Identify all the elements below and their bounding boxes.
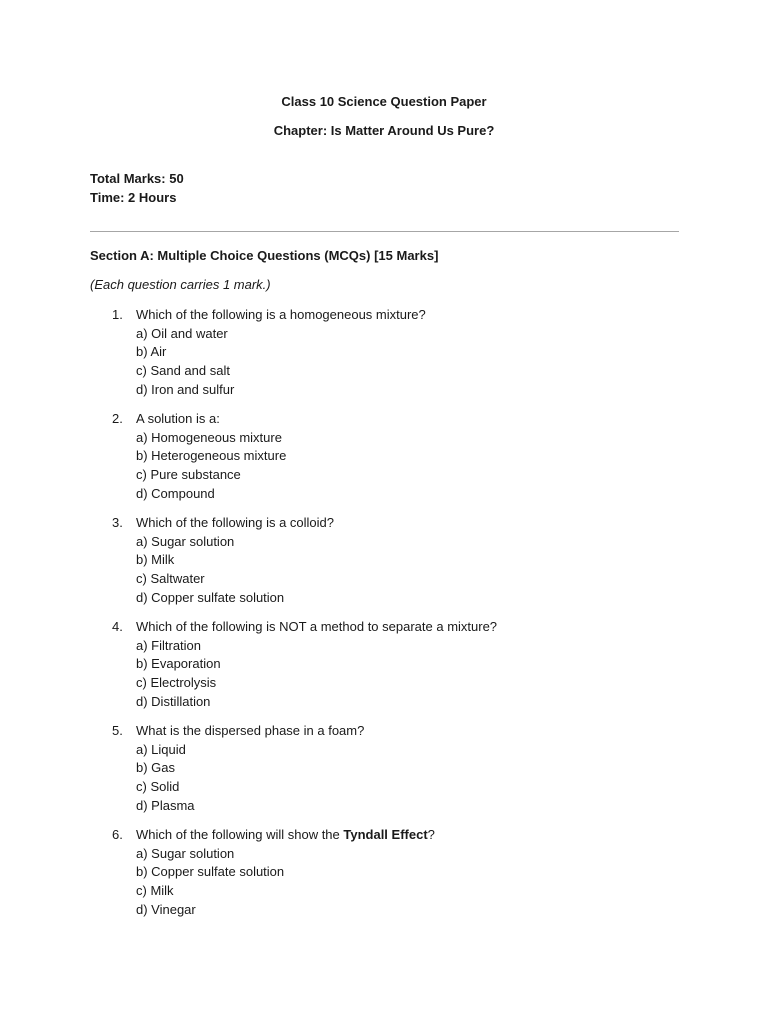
option-a: a) Sugar solution xyxy=(136,533,235,549)
question-number: 5. xyxy=(112,723,123,738)
option-c: c) Solid xyxy=(136,779,180,795)
question-text: Which of the following is NOT a method to separate a mixture? xyxy=(136,619,498,634)
question-number: 1. xyxy=(112,307,123,322)
question-item xyxy=(0,410,768,514)
question-text-end: ? xyxy=(427,827,435,842)
question-number: 6. xyxy=(112,827,123,842)
question-body xyxy=(136,826,696,919)
question-number: 3. xyxy=(112,515,123,530)
option-b: b) Heterogeneous mixture xyxy=(136,448,287,464)
question-body xyxy=(136,306,696,399)
question-number: 4. xyxy=(112,619,123,634)
option-a: a) Homogeneous mixture xyxy=(136,429,282,445)
question-text: Which of the following is a colloid? xyxy=(136,515,334,530)
option-b: b) Air xyxy=(136,344,167,360)
option-d: d) Copper sulfate solution xyxy=(136,589,285,605)
option-a: a) Filtration xyxy=(136,637,202,653)
option-c: c) Pure substance xyxy=(136,467,241,483)
question-body xyxy=(136,514,696,607)
question-text-start: Which of the following will show the xyxy=(136,827,344,842)
question-text: Which of the following is a homogeneous mixture? xyxy=(136,307,426,322)
question-body xyxy=(136,410,696,503)
option-c: c) Saltwater xyxy=(136,571,205,587)
option-c: c) Sand and salt xyxy=(136,363,230,379)
chapter-title: Chapter: Is Matter Around Us Pure? xyxy=(273,123,495,138)
option-c: c) Electrolysis xyxy=(136,675,217,691)
question-item xyxy=(0,306,768,410)
horizontal-divider xyxy=(90,231,679,232)
option-d: d) Plasma xyxy=(136,797,195,813)
question-item xyxy=(0,722,768,826)
question-item xyxy=(0,618,768,722)
section-a-heading: Section A: Multiple Choice Questions (MCQs) [15 Marks] xyxy=(90,248,439,263)
option-a: a) Oil and water xyxy=(136,325,228,341)
total-marks: Total Marks: 50 xyxy=(90,171,184,186)
question-list xyxy=(0,306,768,930)
option-a: a) Liquid xyxy=(136,741,186,757)
question-text xyxy=(136,826,696,845)
question-body xyxy=(136,618,696,711)
option-d: d) Compound xyxy=(136,485,215,501)
option-b: b) Copper sulfate solution xyxy=(136,864,285,880)
option-b: b) Evaporation xyxy=(136,656,221,672)
question-body xyxy=(136,722,696,815)
paper-title: Class 10 Science Question Paper xyxy=(281,94,487,109)
question-text: What is the dispersed phase in a foam? xyxy=(136,723,365,738)
question-text: A solution is a: xyxy=(136,411,220,426)
option-d: d) Iron and sulfur xyxy=(136,381,235,397)
question-number: 2. xyxy=(112,411,123,426)
question-text-emphasis: Tyndall Effect xyxy=(343,827,428,842)
option-a: a) Sugar solution xyxy=(136,845,235,861)
option-d: d) Vinegar xyxy=(136,901,196,917)
section-a-note: (Each question carries 1 mark.) xyxy=(90,277,271,292)
option-b: b) Milk xyxy=(136,552,175,568)
option-c: c) Milk xyxy=(136,883,174,899)
option-b: b) Gas xyxy=(136,760,176,776)
question-item xyxy=(0,514,768,618)
time-allowed: Time: 2 Hours xyxy=(90,190,177,205)
option-d: d) Distillation xyxy=(136,693,211,709)
question-item xyxy=(0,826,768,930)
